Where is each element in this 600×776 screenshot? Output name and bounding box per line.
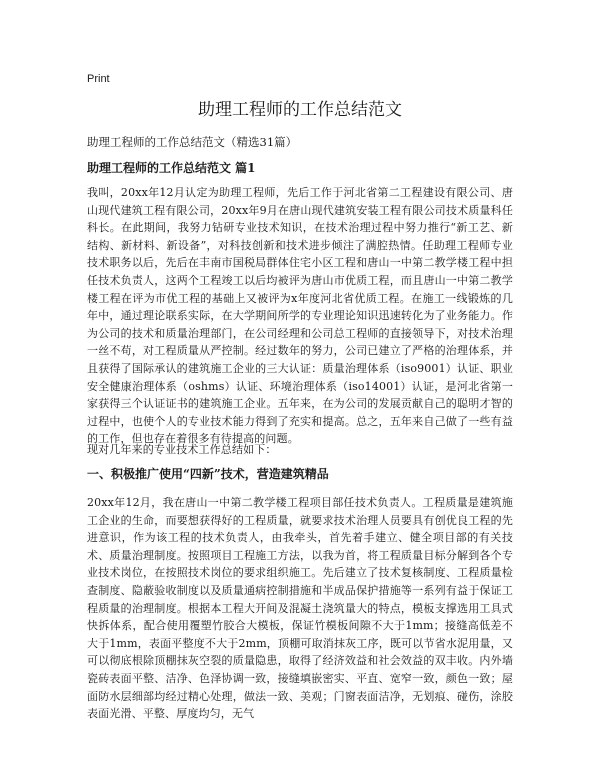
paragraph-summary-lead: 现对几年来的专业技术工作总结如下： [87, 443, 277, 456]
document-subtitle: 助理工程师的工作总结范文（精选31篇） [87, 135, 298, 149]
paragraph-section-one: 20xx年12月，我在唐山一中第二教学楼工程项目部任技术负责人。工程质量是建筑施工企业的生命，而要想获得好的工程质量，就要求技术治理人员要具有创优良工程的先进意识，作为该工程的技术负责人，由我牵头，首先着手建立、健全项目部的有关技术、质量治理制度。按照项目工程施工方法，以我为首，将工程质量目标分解到各个专业技术岗位，在按照技术岗位的要求组织施工。先后建立了技术复核制度、工程质量检查制度、隐蔽验收制度以及质量通病控制措施和半成品保护措施等一系列有益于保证工程质量的治理制度。根据本工程大开间及混凝土浇筑量大的特点，模板支撑选用工具式快拆体系，配合使用覆塑竹胶合大模板，保证竹模板间隙不大于1mm；接缝高低差不大于1mm，表面平整度不大于2mm，顶棚可取消抹灰工序，既可以节省水泥用量，又可以彻底根除顶棚抹灰空裂的质量隐患，取得了经济效益和社会效益的双丰收。内外墙瓷砖表面平整、洁净、色泽协调一致，接缝填嵌密实、平直、宽窄一致，颜色一致；屋面防水层细部均经过精心处理，做法一致、美观；门窗表面洁净，无划痕、碰伤，涂胶表面光滑、平整、厚度均匀，无气 [87, 496, 513, 721]
document-page [87, 0, 513, 776]
section-title: 助理工程师的工作总结范文 篇1 [87, 161, 256, 175]
document-title: 助理工程师的工作总结范文 [198, 100, 402, 120]
paragraph-intro: 我叫，20xx年12月认定为助理工程师，先后工作于河北省第二工程建设有限公司、唐山现代建筑工程有限公司，20xx年9月在唐山现代建筑安装工程有限公司技术质量科任科长。在此期间，我努力钻研专业技术知识，在技术治理过程中努力推行“新工艺、新结构、新材料、新设备”，对科技创新和技术进步倾注了满腔热情。任助理工程师专业技术职务以后，先后在丰南市国税局群体住宅小区工程和唐山一中第二教学楼工程中担任技术负责人，这两个工程竣工以后均被评为唐山市优质工程，而且唐山一中第二教学楼工程在评为市优工程的基础上又被评为x年度河北省优质工程。在施工一线锻炼的几年中，通过理论联系实际，在大学期间所学的专业理论知识迅速转化为了业务能力。作为公司的技术和质量治理部门，在公司经理和公司总工程师的直接领导下，对技术治理一丝不苟，对工程质量从严控制。经过数年的努力，公司已建立了严格的治理体系，并且获得了国际承认的建筑施工企业的三大认证：质量治理体系（iso9001）认证、职业安全健康治理体系（oshms）认证、环境治理体系（iso14001）认证，是河北省第一家获得三个认证证书的建筑施工企业。五年来，在为公司的发展贡献自己的聪明才智的过程中，也使个人的专业技术能力得到了充实和提高。总之，五年来自己做了一些有益的工作，但也存在着很多有待提高的问题。 [87, 186, 513, 446]
print-link[interactable]: Print [87, 73, 110, 85]
heading-section-one: 一、积极推广使用“四新”技术，营造建筑精品 [87, 467, 329, 481]
